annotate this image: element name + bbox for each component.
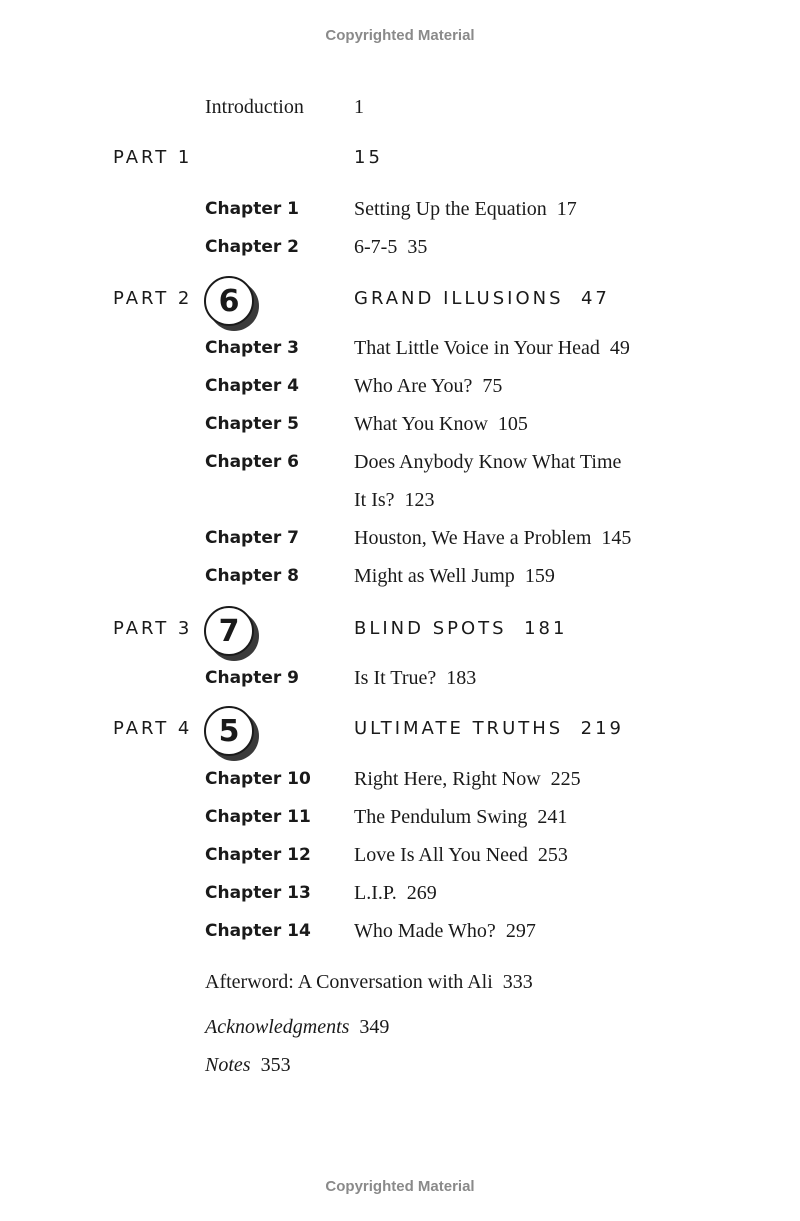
chapter-4-page: 75 — [482, 375, 503, 397]
chapter-3-title: That Little Voice in Your Head — [354, 337, 600, 359]
chapter-7-entry — [354, 527, 631, 550]
chapter-5-label: Chapter 5 — [205, 414, 300, 434]
ball-5-icon — [203, 705, 255, 757]
chapter-5-page: 105 — [497, 413, 528, 435]
chapter-11-title: The Pendulum Swing — [354, 806, 528, 828]
chapter-6-entry — [354, 489, 435, 512]
chapter-14-label: Chapter 14 — [205, 921, 311, 941]
chapter-12-label: Chapter 12 — [205, 845, 311, 865]
part-3-title: BLIND SPOTS — [354, 618, 507, 639]
part-2-entry — [354, 288, 610, 309]
chapter-9-label: Chapter 9 — [205, 668, 300, 688]
afterword-entry — [205, 971, 533, 994]
part-4-page: 219 — [580, 718, 625, 739]
chapter-5-entry — [354, 413, 528, 436]
chapter-9-title: Is It True? — [354, 667, 437, 689]
chapter-14-page: 297 — [505, 920, 536, 942]
chapter-1-title: Setting Up the Equation — [354, 198, 547, 220]
part-2-page: 47 — [580, 288, 610, 309]
chapter-12-entry — [354, 844, 568, 867]
chapter-2-title: 6-7-5 — [354, 236, 398, 258]
afterword-label: Afterword: A Conversation with Ali — [205, 971, 493, 993]
part-3-entry — [354, 618, 567, 639]
chapter-7-page: 145 — [601, 527, 632, 549]
notes-page: 353 — [260, 1054, 291, 1076]
afterword-page: 333 — [502, 971, 533, 993]
ball-5-number: 5 — [218, 714, 240, 749]
chapter-1-label: Chapter 1 — [205, 199, 300, 219]
chapter-10-label: Chapter 10 — [205, 769, 311, 789]
chapter-10-title: Right Here, Right Now — [354, 768, 541, 790]
chapter-9-page: 183 — [446, 667, 477, 689]
acknowledgments-entry — [205, 1016, 389, 1039]
chapter-7-title: Houston, We Have a Problem — [354, 527, 592, 549]
ball-7-icon — [203, 605, 255, 657]
chapter-4-entry — [354, 375, 502, 398]
ball-6-number: 6 — [218, 284, 240, 319]
chapter-13-page: 269 — [406, 882, 437, 904]
chapter-6-title-line1: Does Anybody Know What Time — [354, 451, 622, 473]
part-4-entry — [354, 718, 624, 739]
part-4-title: ULTIMATE TRUTHS — [354, 718, 564, 739]
chapter-9-entry — [354, 667, 476, 690]
part-1-page: 15 — [354, 147, 383, 168]
chapter-10-entry — [354, 768, 581, 791]
chapter-13-title: L.I.P. — [354, 882, 397, 904]
chapter-10-page: 225 — [550, 768, 581, 790]
chapter-13-label: Chapter 13 — [205, 883, 311, 903]
toc-introduction-label: Introduction — [205, 96, 304, 118]
chapter-2-entry — [354, 236, 427, 259]
acknowledgments-label: Acknowledgments — [205, 1016, 350, 1038]
chapter-4-title: Who Are You? — [354, 375, 473, 397]
part-4-label: PART 4 — [113, 718, 193, 739]
chapter-8-label: Chapter 8 — [205, 566, 300, 586]
chapter-4-label: Chapter 4 — [205, 376, 300, 396]
copyright-header: Copyrighted Material — [325, 27, 475, 44]
chapter-14-entry — [354, 920, 536, 943]
chapter-8-page: 159 — [524, 565, 555, 587]
chapter-2-page: 35 — [407, 236, 428, 258]
ball-7-number: 7 — [218, 614, 240, 649]
chapter-6-title-line2: It Is? — [354, 489, 395, 511]
chapter-11-entry — [354, 806, 567, 829]
chapter-11-page: 241 — [537, 806, 568, 828]
chapter-3-entry — [354, 337, 630, 360]
chapter-8-entry — [354, 565, 555, 588]
chapter-12-page: 253 — [537, 844, 568, 866]
chapter-13-entry — [354, 882, 437, 905]
part-2-label: PART 2 — [113, 288, 193, 309]
part-2-title: GRAND ILLUSIONS — [354, 288, 564, 309]
chapter-6-page: 123 — [404, 489, 435, 511]
chapter-1-entry — [354, 198, 577, 221]
part-3-label: PART 3 — [113, 618, 193, 639]
notes-label: Notes — [205, 1054, 251, 1076]
chapter-12-title: Love Is All You Need — [354, 844, 528, 866]
copyright-footer: Copyrighted Material — [325, 1178, 475, 1195]
chapter-7-label: Chapter 7 — [205, 528, 300, 548]
chapter-5-title: What You Know — [354, 413, 488, 435]
chapter-6-label: Chapter 6 — [205, 452, 300, 472]
chapter-11-label: Chapter 11 — [205, 807, 311, 827]
chapter-3-page: 49 — [609, 337, 630, 359]
chapter-8-title: Might as Well Jump — [354, 565, 515, 587]
chapter-2-label: Chapter 2 — [205, 237, 300, 257]
toc-introduction-page: 1 — [354, 96, 364, 118]
chapter-14-title: Who Made Who? — [354, 920, 496, 942]
chapter-3-label: Chapter 3 — [205, 338, 300, 358]
part-1-label: PART 1 — [113, 147, 193, 168]
notes-entry — [205, 1054, 291, 1077]
chapter-1-page: 17 — [556, 198, 577, 220]
part-3-page: 181 — [524, 618, 568, 639]
ball-6-icon — [203, 275, 255, 327]
acknowledgments-page: 349 — [359, 1016, 390, 1038]
